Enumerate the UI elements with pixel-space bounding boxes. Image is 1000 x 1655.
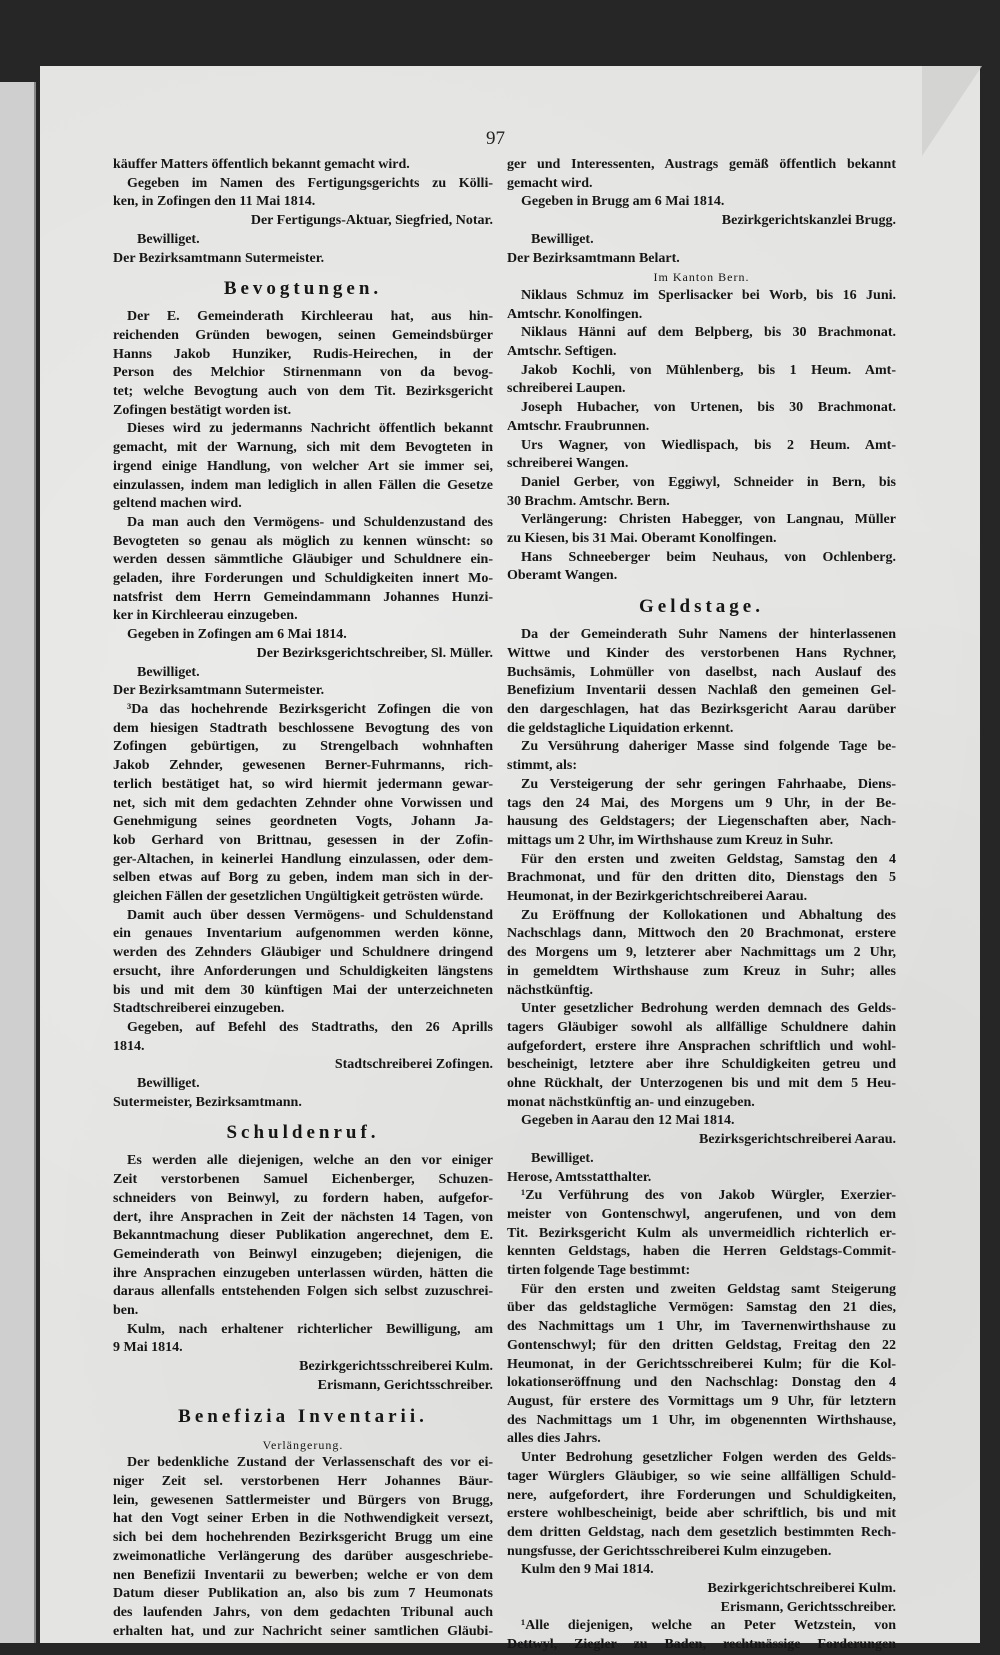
text-line: Der bedenkliche Zustand der Verlassenschaft des vor ei- xyxy=(127,1455,493,1471)
text-block xyxy=(507,549,896,586)
signature-block xyxy=(507,212,896,231)
section-heading xyxy=(113,1122,493,1144)
text-block xyxy=(507,437,896,474)
approval-note xyxy=(113,1075,493,1094)
text-line: Joseph Hubacher, von Urtenen, bis 30 Brachmonat. xyxy=(521,400,896,416)
text-line: Dettwyl, Ziegler zu Baden, rechtmässige Forderungen xyxy=(507,1637,896,1653)
text-block xyxy=(507,1112,896,1131)
text-line: erhalten hat, und zur Nachricht seiner samtlichen Gläubi- xyxy=(113,1623,493,1639)
text-line: Für den ersten und zweiten Geldstag samt Steigerung xyxy=(521,1281,896,1297)
text-line: des Nachmittags um 1 Uhr, im Tavernenwirthshause zu xyxy=(507,1319,896,1335)
text-line: Gegeben, auf Befehl des Stadtraths, den 26 Aprills xyxy=(127,1019,493,1035)
text-line: hat den Vogt seiner Erben in die Nothwendigkeit versezt, xyxy=(113,1511,493,1527)
text-line: Bewilliget. xyxy=(137,664,200,680)
text-line: gemacht wird. xyxy=(507,175,593,191)
text-block xyxy=(113,514,493,626)
text-line: ¹Zu Verführung des von Jakob Würgler, Exerzier- xyxy=(521,1188,896,1204)
text-line: August, für erstere des Vormittags um 9 Uhr, für letztern xyxy=(507,1394,896,1409)
text-block xyxy=(113,175,493,212)
text-line: ihre Ansprachen einzugeben unterlassen würden, hätten die xyxy=(113,1265,493,1281)
text-block xyxy=(507,193,896,212)
text-line: bescheinigt, letztere aber ihre Schuldigkeiten getreu und xyxy=(507,1057,896,1073)
text-line: Bezirkgerichtschreiberei Kulm. xyxy=(707,1581,896,1597)
text-line: Bewilliget. xyxy=(137,1076,200,1092)
section-heading xyxy=(507,596,896,618)
text-line: dert, ihre Ansprachen in Zeit der nächsten 14 Tagen, von xyxy=(113,1209,493,1225)
text-line: ben. xyxy=(113,1303,139,1319)
text-line: zweimonatliche Verlängerung des darüber ausgeschriebe- xyxy=(113,1548,493,1564)
text-line: Zu Eröffnung der Kollokationen und Abhaltung des xyxy=(521,907,896,923)
text-line: ger-Altachen, in keinerlei Handlung einzulassen, oder dem- xyxy=(113,851,493,867)
text-line: Buchsämis, Lohmüller von daselbst, nach Auslauf des xyxy=(507,664,896,680)
text-line: gemacht, mit der Warnung, sich mit dem Bevogteten in xyxy=(113,440,493,456)
section-heading xyxy=(113,278,493,300)
text-line: alles dies Jahrs. xyxy=(507,1431,601,1447)
text-line: in gemeldtem Wirthshause zum Kreuz in Suhr; alles xyxy=(507,963,896,979)
page-number: 97 xyxy=(486,128,505,149)
text-line: schneiders von Beinwyl, zu fordern haben, aufgefor- xyxy=(113,1190,493,1206)
text-line: aufgefordert, erstere ihre Ansprachen schriftlich und wohl- xyxy=(507,1038,896,1054)
text-line: Niklaus Hänni auf dem Belpberg, bis 30 Brachmonat. xyxy=(521,325,896,341)
text-line: monat nächstkünftig an- und einzugeben. xyxy=(507,1094,755,1110)
text-line: Bewilliget. xyxy=(531,1150,594,1166)
signature-block xyxy=(507,1131,896,1150)
text-line: terlich bestätiget hat, so wird hiermit jedermann gewar- xyxy=(113,776,493,792)
text-line: werden des Zehnders Gläubiger und Schuldnere dringend xyxy=(113,945,493,961)
text-line: Verlängerung. xyxy=(262,1437,344,1452)
text-line: reichenden Gründen bewogen, seinen Gemeindsbürger xyxy=(113,327,493,343)
approval-note xyxy=(507,231,896,250)
text-line: nere, aufgefordert, ihre Forderungen und Schuldigkeiten, xyxy=(507,1487,896,1503)
approval-note xyxy=(113,664,493,683)
text-block xyxy=(113,308,493,420)
text-block xyxy=(507,474,896,511)
text-line: nungsfusse, der Gerichtsschreiberei Kulm einzugeben. xyxy=(507,1543,832,1559)
text-line: Unter Bedrohung gesetzlicher Folgen werden des Gelds- xyxy=(521,1450,896,1466)
text-line: niger Zeit sel. verstorbenen Herr Johannes Bäur- xyxy=(113,1474,493,1489)
signature-block xyxy=(113,645,493,664)
text-line: irgend einige Handlung, von welcher Art sie immer sei, xyxy=(113,458,493,474)
text-line: ker in Kirchleerau einzugeben. xyxy=(113,608,298,624)
text-line: Zu Versteigerung der sehr geringen Fahrhaabe, Diens- xyxy=(521,776,896,792)
text-line: schreiberei Wangen. xyxy=(507,456,629,472)
text-line: Gegeben in Aarau den 12 Mai 1814. xyxy=(521,1113,735,1129)
text-block xyxy=(507,907,896,1001)
text-block xyxy=(507,776,896,851)
text-line: tager Würglers Gläubiger, so wie seine allfälligen Schuld- xyxy=(507,1468,896,1484)
text-line: ohne Rückhalt, der Unterzogenen bis und mit dem 5 Heu- xyxy=(507,1076,896,1092)
text-line: Damit auch über dessen Vermögens- und Schuldenstand xyxy=(127,907,493,923)
text-line: Zeit verstorbenen Samuel Eichenberger, Schuzen- xyxy=(113,1172,493,1188)
text-line: Dieses wird zu jedermanns Nachricht öffentlich bekannt xyxy=(127,421,493,437)
text-line: Verlängerung: Christen Habegger, von Langnau, Müller xyxy=(521,512,896,528)
text-line: Der Bezirksamtmann Belart. xyxy=(507,250,680,266)
text-line: Zofingen gebürtigen, zu Strengelbach wohnhaften xyxy=(113,739,493,755)
text-block xyxy=(113,420,493,514)
text-line: tags den 24 Mai, des Morgens um 9 Uhr, in der Be- xyxy=(507,795,896,811)
text-line: Amtschr. Fraubrunnen. xyxy=(507,418,650,434)
text-line: Der Bezirksgerichtschreiber, Sl. Müller. xyxy=(256,645,493,661)
text-line: stimmt, als: xyxy=(507,758,577,774)
text-line: Stadtschreiberei Zofingen. xyxy=(334,1057,493,1073)
text-block xyxy=(507,738,896,775)
text-line: lokationseröffnung und den Nachschlag: Donstag den 4 xyxy=(507,1375,896,1391)
left-page-edge xyxy=(0,82,36,1643)
text-line: selben etwas auf Borg zu geben, indem man sich in der- xyxy=(113,870,493,886)
text-line: Genehmigung seines geordneten Vogts, Johann Ja- xyxy=(113,814,493,830)
text-line: lein, gewesenen Sattlermeister und Bürgers von Brugg, xyxy=(113,1492,493,1508)
text-line: Kulm, nach erhaltener richterlicher Bewilligung, am xyxy=(127,1321,493,1337)
text-line: tirten folgende Tage bestimmt: xyxy=(507,1263,691,1279)
signature-block xyxy=(113,212,493,231)
text-line: geltend machen wird. xyxy=(113,496,242,512)
text-line: 1814. xyxy=(113,1038,145,1054)
text-block xyxy=(113,1094,493,1113)
text-line: des Nachmittags um 1 Uhr, im obgenennten Wirthshause, xyxy=(507,1412,896,1428)
text-line: Amtschr. Konolfingen. xyxy=(507,306,643,322)
text-line: Datum dieser Publikation an, also bis zum 7 Heumonats xyxy=(113,1586,493,1602)
text-line: Herose, Amtsstatthalter. xyxy=(507,1169,652,1185)
text-line: die geldstagliche Liquidation erkennt. xyxy=(507,720,734,736)
text-line: Bezirksgerichtschreiberei Aarau. xyxy=(699,1132,896,1148)
text-line: den dargeschlagen, hat das Bezirksgericht Aarau darüber xyxy=(507,701,896,717)
text-line: Bezirkgerichtskanzlei Brugg. xyxy=(721,213,896,229)
text-line: sich bei dem hochehrenden Bezirksgericht Brugg um eine xyxy=(113,1530,493,1546)
text-line: Erismann, Gerichtsschreiber. xyxy=(720,1599,896,1615)
text-line: Person des Melchior Stirnenmann von da bevog- xyxy=(113,365,493,381)
subheading xyxy=(507,268,896,287)
text-line: Nachschlags dann, Mittwoch den 20 Brachmonat, erstere xyxy=(507,926,896,942)
text-block xyxy=(507,1617,896,1654)
text-block xyxy=(507,362,896,399)
text-line: natsfrist dem Herrn Gemeindammann Johannes Hunzi- xyxy=(113,589,493,605)
folded-corner xyxy=(922,66,982,156)
text-block xyxy=(113,156,493,175)
text-line: Bewilliget. xyxy=(531,231,594,247)
text-line: nächstkünftig. xyxy=(507,982,593,998)
text-line: Der Bezirksamtmann Sutermeister. xyxy=(113,250,325,266)
text-line: gleichen Fällen der gesetzlichen Ungültigkeit getrösten würde. xyxy=(113,889,484,905)
text-line: Zu Versührung daheriger Masse sind folgende Tage be- xyxy=(521,739,896,755)
text-block xyxy=(507,626,896,738)
text-line: Da man auch den Vermögens- und Schuldenzustand des xyxy=(127,514,493,530)
text-line: Gemeinderath von Beinwyl einzugeben; diejenigen, die xyxy=(113,1246,493,1262)
text-block xyxy=(113,250,493,269)
text-line: ken, in Zofingen den 11 Mai 1814. xyxy=(113,194,316,210)
text-block xyxy=(113,1152,493,1320)
text-line: Jakob Kochli, von Mühlenberg, bis 1 Heum. Amt- xyxy=(521,362,896,378)
text-line: Da der Gemeinderath Suhr Namens der hinterlassenen xyxy=(521,627,896,643)
text-line: 9 Mai 1814. xyxy=(113,1340,183,1356)
text-line: Für den ersten und zweiten Geldstag, Samstag den 4 xyxy=(521,851,896,867)
text-line: Hanns Jakob Hunziker, Rudis-Heirechen, in der xyxy=(113,346,493,362)
text-line: Unter gesetzlicher Bedrohung werden demnach des Gelds- xyxy=(521,1001,896,1017)
text-line: Zofingen bestätigt worden ist. xyxy=(113,402,292,418)
text-line: käuffer Matters öffentlich bekannt gemacht wird. xyxy=(113,157,410,172)
text-line: über das geldstagliche Vermögen: Samstag den 21 dies, xyxy=(507,1300,896,1316)
text-line: Urs Wagner, von Wiedlispach, bis 2 Heum. Amt- xyxy=(521,437,896,453)
text-line: Daniel Gerber, von Eggiwyl, Schneider in Bern, bis xyxy=(521,474,896,490)
text-line: Im Kanton Bern. xyxy=(653,270,750,285)
text-block xyxy=(507,1169,896,1188)
section-heading xyxy=(113,1406,493,1428)
text-line: meister von Gontenschwyl, angerufenen, und von dem xyxy=(507,1206,896,1222)
text-line: Schuldenruf. xyxy=(226,1122,380,1144)
text-line: des laufenden Jahrs, von dem gedachten Tribunal auch xyxy=(113,1604,493,1620)
text-line: Der Bezirksamtmann Sutermeister. xyxy=(113,683,325,699)
text-line: dem hiesigen Stadtrath beschlossene Bevogtung des von xyxy=(113,720,493,736)
text-line: Stadtschreiberei einzugeben. xyxy=(113,1001,285,1017)
signature-block xyxy=(113,1056,493,1075)
text-line: ein genaues Inventarium aufgenommen werden könne, xyxy=(113,926,493,942)
text-line: Gegeben in Zofingen am 6 Mai 1814. xyxy=(127,627,347,643)
text-line: bis und mit dem 30 künftigen Mai der unterzeichneten xyxy=(113,982,493,998)
text-block xyxy=(507,399,896,436)
text-line: tagers Gläubiger sowohl als allfällige Schuldnere dahin xyxy=(507,1019,896,1035)
text-line: des Morgens um 9, letzterer aber Nachmittags um 2 Uhr, xyxy=(507,945,896,961)
text-line: ersucht, ihre Anforderungen und Schuldigkeiten längstens xyxy=(113,963,493,979)
text-line: Heumonat, in der Gerichtsschreiberei Kulm; für die Kol- xyxy=(507,1356,896,1372)
text-line: hausung des Geldstagers; der Liegenschaften aber, Nach- xyxy=(507,814,896,830)
text-line: Benefizia Inventarii. xyxy=(178,1405,428,1427)
text-line: Erismann, Gerichtsschreiber. xyxy=(317,1377,493,1393)
text-block xyxy=(507,1281,896,1449)
text-block xyxy=(507,156,896,193)
text-line: Sutermeister, Bezirksamtmann. xyxy=(113,1094,302,1110)
text-block xyxy=(507,1187,896,1281)
text-block xyxy=(507,511,896,548)
text-line: daraus allenfalls entstehenden Folgen sich selbst zuzuschrei- xyxy=(113,1284,493,1300)
text-line: dem dritten Geldstag, nach dem gesetzlich bestimmten Rech- xyxy=(507,1524,896,1540)
text-block xyxy=(507,250,896,269)
text-line: kennten Geldstags, haben die Herren Geldstags-Commit- xyxy=(507,1244,896,1260)
text-block xyxy=(507,1000,896,1112)
text-line: Bekanntmachung dieser Publikation angerechnet, dem E. xyxy=(113,1228,493,1244)
text-line: Es werden alle diejenigen, welche an den vor einiger xyxy=(127,1153,493,1169)
left-column xyxy=(113,156,493,1641)
approval-note xyxy=(507,1150,896,1169)
text-line: erstere wohlbescheinigt, beide aber schriftlich, bis und mit xyxy=(507,1506,896,1522)
signature-block xyxy=(113,1358,493,1395)
text-line: einzulassen, indem man lediglich in allen Fällen die Gesetze xyxy=(113,477,493,493)
text-line: Tit. Bezirksgericht Kulm als unvermeidlich richterlich er- xyxy=(507,1225,896,1241)
subheading xyxy=(113,1436,493,1455)
text-block xyxy=(113,1454,493,1641)
text-block xyxy=(113,1019,493,1056)
text-block xyxy=(113,907,493,1019)
text-block xyxy=(113,682,493,701)
text-line: zu Kiesen, bis 31 Mai. Oberamt Konolfingen. xyxy=(507,531,777,547)
text-line: kob Gerhard von Brittnau, gesessen in der Zofin- xyxy=(113,832,493,848)
text-line: Der E. Gemeinderath Kirchleerau hat, aus hin- xyxy=(127,309,493,325)
text-line: Bezirkgerichtsschreiberei Kulm. xyxy=(299,1359,493,1375)
text-block xyxy=(507,851,896,907)
text-line: ¹Alle diejenigen, welche an Peter Wetzstein, von xyxy=(521,1618,896,1634)
right-column xyxy=(507,156,896,1655)
text-line: Gegeben im Namen des Fertigungsgerichts zu Kölli- xyxy=(127,175,493,191)
text-line: Gontenschwyl; für den dritten Geldstag, Freitag den 22 xyxy=(507,1337,896,1353)
text-line: Hans Schneeberger beim Neuhaus, von Ochlenberg. xyxy=(521,549,896,565)
text-line: Der Fertigungs-Aktuar, Siegfried, Notar. xyxy=(250,213,493,229)
text-line: Oberamt Wangen. xyxy=(507,568,618,584)
text-line: Brachmonat, und für den dritten dito, Dienstags den 5 xyxy=(507,870,896,886)
text-line: ger und Interessenten, Austrags gemäß öffentlich bekannt xyxy=(507,157,896,172)
text-line: Amtschr. Seftigen. xyxy=(507,344,617,360)
text-block xyxy=(113,1321,493,1358)
text-block xyxy=(507,1449,896,1561)
text-block xyxy=(113,626,493,645)
text-line: Wittwe und Kinder des verstorbenen Hans Rychner, xyxy=(507,645,896,661)
text-line: net, sich mit dem gedachten Zehnder ohne Vorwissen und xyxy=(113,795,493,811)
text-line: Geldstage. xyxy=(639,596,764,618)
text-line: schreiberei Laupen. xyxy=(507,381,626,397)
text-line: Heumonat, in der Bezirkgerichtschreiberei Aarau. xyxy=(507,889,808,905)
text-line: werden dessen sämmtliche Gläubiger und Schuldnere ein- xyxy=(113,552,493,568)
text-line: nen Benefizii Inventarii zu bewerben; welche er von dem xyxy=(113,1567,493,1583)
text-line: geladen, ihre Forderungen und Schuldigkeiten innert Mo- xyxy=(113,571,493,587)
text-line: Kulm den 9 Mai 1814. xyxy=(521,1562,654,1578)
text-line: Gegeben in Brugg am 6 Mai 1814. xyxy=(521,194,725,210)
text-line: Niklaus Schmuz im Sperlisacker bei Worb, bis 16 Juni. xyxy=(521,287,896,303)
text-line: mittags um 2 Uhr, im Wirthshause zum Kreuz in Suhr. xyxy=(507,832,834,848)
text-line: tet; welche Bevogtung auch von dem Tit. Bezirksgericht xyxy=(113,384,493,400)
text-line: Bevogteten so genau als möglich zu kennen wünscht: so xyxy=(113,533,493,549)
text-line: ³Da das hochehrende Bezirksgericht Zofingen die von xyxy=(127,701,493,717)
text-block xyxy=(507,287,896,324)
signature-block xyxy=(507,1580,896,1617)
text-line: Benefizium Inventarii dessen Nachlaß den gemeinen Gel- xyxy=(507,683,896,699)
text-block xyxy=(507,1561,896,1580)
text-line: Jakob Zehnder, gewesenen Berner-Fuhrmanns, rich- xyxy=(113,758,493,774)
text-line: 30 Brachm. Amtschr. Bern. xyxy=(507,493,670,509)
text-line: Bevogtungen. xyxy=(223,278,383,300)
text-block xyxy=(113,701,493,907)
approval-note xyxy=(113,231,493,250)
text-block xyxy=(507,324,896,361)
text-line: Bewilliget. xyxy=(137,231,200,247)
